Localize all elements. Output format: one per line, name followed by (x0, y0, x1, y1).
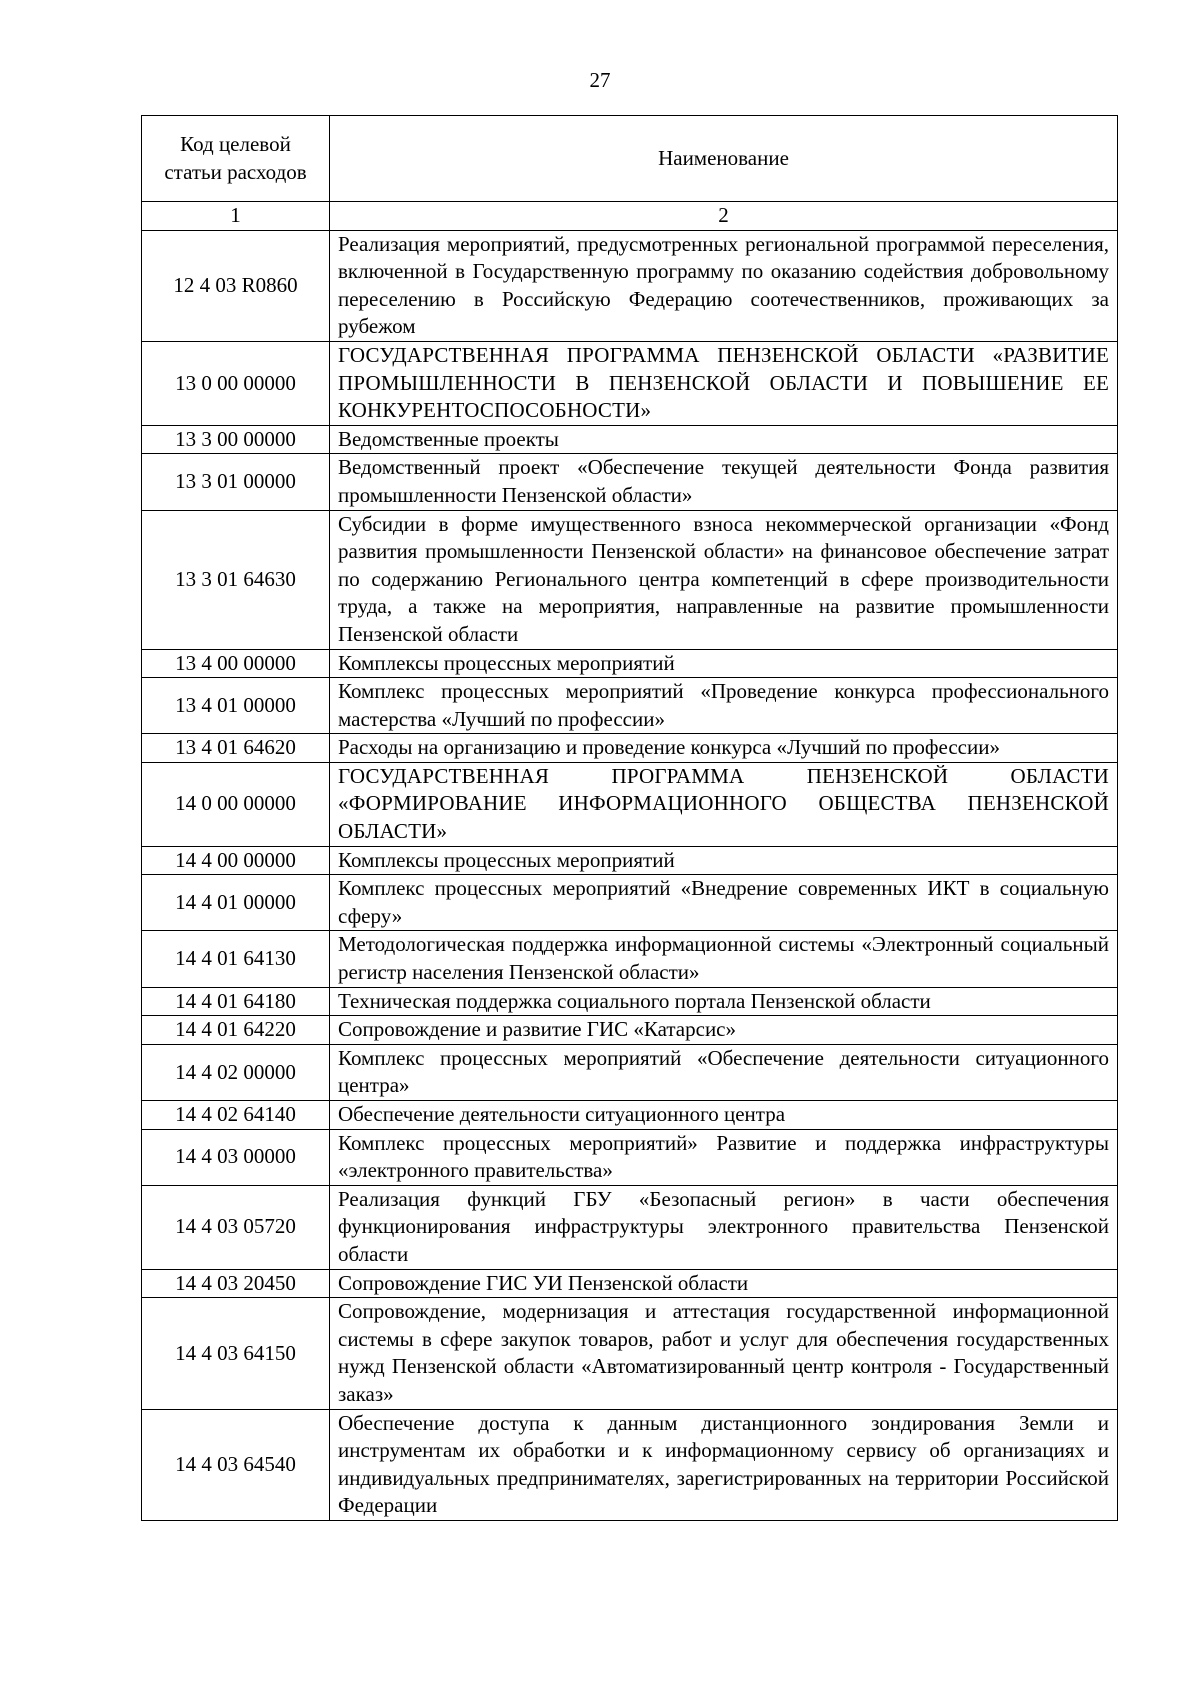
table-row (142, 1129, 1118, 1185)
row-name: ГОСУДАРСТВЕННАЯ ПРОГРАММА ПЕНЗЕНСКОЙ ОБЛАСТИ «РАЗВИТИЕ ПРОМЫШЛЕННОСТИ В ПЕНЗЕНСКОЙ ОБЛАСТИ И ПОВЫШЕНИЕ ЕЕ КОНКУРЕНТОСПОСОБНОСТИ» (330, 341, 1118, 425)
row-name: Ведомственные проекты (330, 425, 1118, 454)
row-code: 14 4 03 20450 (142, 1269, 330, 1298)
row-name: Обеспечение деятельности ситуационного центра (330, 1101, 1118, 1130)
table-row (142, 1101, 1118, 1130)
row-code: 14 4 02 64140 (142, 1101, 330, 1130)
row-name: Методологическая поддержка информационной системы «Электронный социальный регистр населения Пензенской области» (330, 931, 1118, 987)
table-row (142, 734, 1118, 763)
row-code: 13 3 01 00000 (142, 454, 330, 510)
row-code: 13 3 01 64630 (142, 510, 330, 649)
table-row (142, 1044, 1118, 1100)
row-code: 14 4 01 00000 (142, 875, 330, 931)
row-code: 14 4 01 64220 (142, 1016, 330, 1045)
row-code: 14 4 03 05720 (142, 1185, 330, 1269)
row-code: 14 4 01 64180 (142, 987, 330, 1016)
column-number-code: 1 (142, 202, 330, 231)
row-name: Комплексы процессных мероприятий (330, 846, 1118, 875)
row-name: Техническая поддержка социального портала Пензенской области (330, 987, 1118, 1016)
table-row (142, 1185, 1118, 1269)
table-row (142, 454, 1118, 510)
row-code: 12 4 03 R0860 (142, 230, 330, 341)
row-name: Комплексы процессных мероприятий (330, 649, 1118, 678)
row-code: 13 3 00 00000 (142, 425, 330, 454)
page-number: 27 (589, 68, 611, 92)
row-code: 14 4 00 00000 (142, 846, 330, 875)
row-code: 14 4 03 00000 (142, 1129, 330, 1185)
table-row (142, 678, 1118, 734)
table-row (142, 1269, 1118, 1298)
row-code: 13 4 01 00000 (142, 678, 330, 734)
row-name: Ведомственный проект «Обеспечение текущей деятельности Фонда развития промышленности Пензенской области» (330, 454, 1118, 510)
budget-classification-table (141, 115, 1118, 1521)
row-code: 13 4 01 64620 (142, 734, 330, 763)
table-row (142, 987, 1118, 1016)
table-row (142, 762, 1118, 846)
table-row (142, 649, 1118, 678)
table-row (142, 230, 1118, 341)
row-code: 14 4 03 64540 (142, 1409, 330, 1520)
row-code: 14 0 00 00000 (142, 762, 330, 846)
column-number-name: 2 (330, 202, 1118, 231)
table-row (142, 1016, 1118, 1045)
row-code: 14 4 01 64130 (142, 931, 330, 987)
row-name: Комплекс процессных мероприятий «Проведение конкурса профессионального мастерства «Лучший по профессии» (330, 678, 1118, 734)
table-row (142, 931, 1118, 987)
header-code: Код целевой статьи расходов (142, 116, 330, 202)
row-name: Расходы на организацию и проведение конкурса «Лучший по профессии» (330, 734, 1118, 763)
row-name: Реализация мероприятий, предусмотренных региональной программой переселения, включенной в Государственную программу по оказанию содействия добровольному переселению в Российскую Федерацию соотечественников, проживающих за рубежом (330, 230, 1118, 341)
column-number-row (142, 202, 1118, 231)
row-name: Субсидии в форме имущественного взноса некоммерческой организации «Фонд развития промышленности Пензенской области» на финансовое обеспечение затрат по содержанию Регионального центра компетенций в сфере производительности труда, а также на мероприятия, направленные на развитие промышленности Пензенской области (330, 510, 1118, 649)
row-name: Сопровождение ГИС УИ Пензенской области (330, 1269, 1118, 1298)
header-name: Наименование (330, 116, 1118, 202)
table-row (142, 846, 1118, 875)
table-row (142, 1298, 1118, 1409)
table-body (142, 230, 1118, 1520)
row-code: 14 4 02 00000 (142, 1044, 330, 1100)
table-header-row (142, 116, 1118, 202)
row-code: 13 0 00 00000 (142, 341, 330, 425)
row-name: Сопровождение и развитие ГИС «Катарсис» (330, 1016, 1118, 1045)
table-row (142, 425, 1118, 454)
row-name: Комплекс процессных мероприятий «Внедрение современных ИКТ в социальную сферу» (330, 875, 1118, 931)
table-row (142, 875, 1118, 931)
table-row (142, 510, 1118, 649)
table-row (142, 341, 1118, 425)
row-name: Сопровождение, модернизация и аттестация государственной информационной системы в сфере закупок товаров, работ и услуг для обеспечения государственных нужд Пензенской области «Автоматизированный центр контроля - Государственный заказ» (330, 1298, 1118, 1409)
row-name: Комплекс процессных мероприятий» Развитие и поддержка инфраструктуры «электронного правительства» (330, 1129, 1118, 1185)
row-name: Реализация функций ГБУ «Безопасный регион» в части обеспечения функционирования инфраструктуры электронного правительства Пензенской области (330, 1185, 1118, 1269)
row-name: Обеспечение доступа к данным дистанционного зондирования Земли и инструментам их обработки и к информационному сервису об организациях и индивидуальных предпринимателях, зарегистрированных на территории Российской Федерации (330, 1409, 1118, 1520)
row-name: ГОСУДАРСТВЕННАЯ ПРОГРАММА ПЕНЗЕНСКОЙ ОБЛАСТИ «ФОРМИРОВАНИЕ ИНФОРМАЦИОННОГО ОБЩЕСТВА ПЕНЗЕНСКОЙ ОБЛАСТИ» (330, 762, 1118, 846)
row-code: 13 4 00 00000 (142, 649, 330, 678)
row-name: Комплекс процессных мероприятий «Обеспечение деятельности ситуационного центра» (330, 1044, 1118, 1100)
table-row (142, 1409, 1118, 1520)
row-code: 14 4 03 64150 (142, 1298, 330, 1409)
